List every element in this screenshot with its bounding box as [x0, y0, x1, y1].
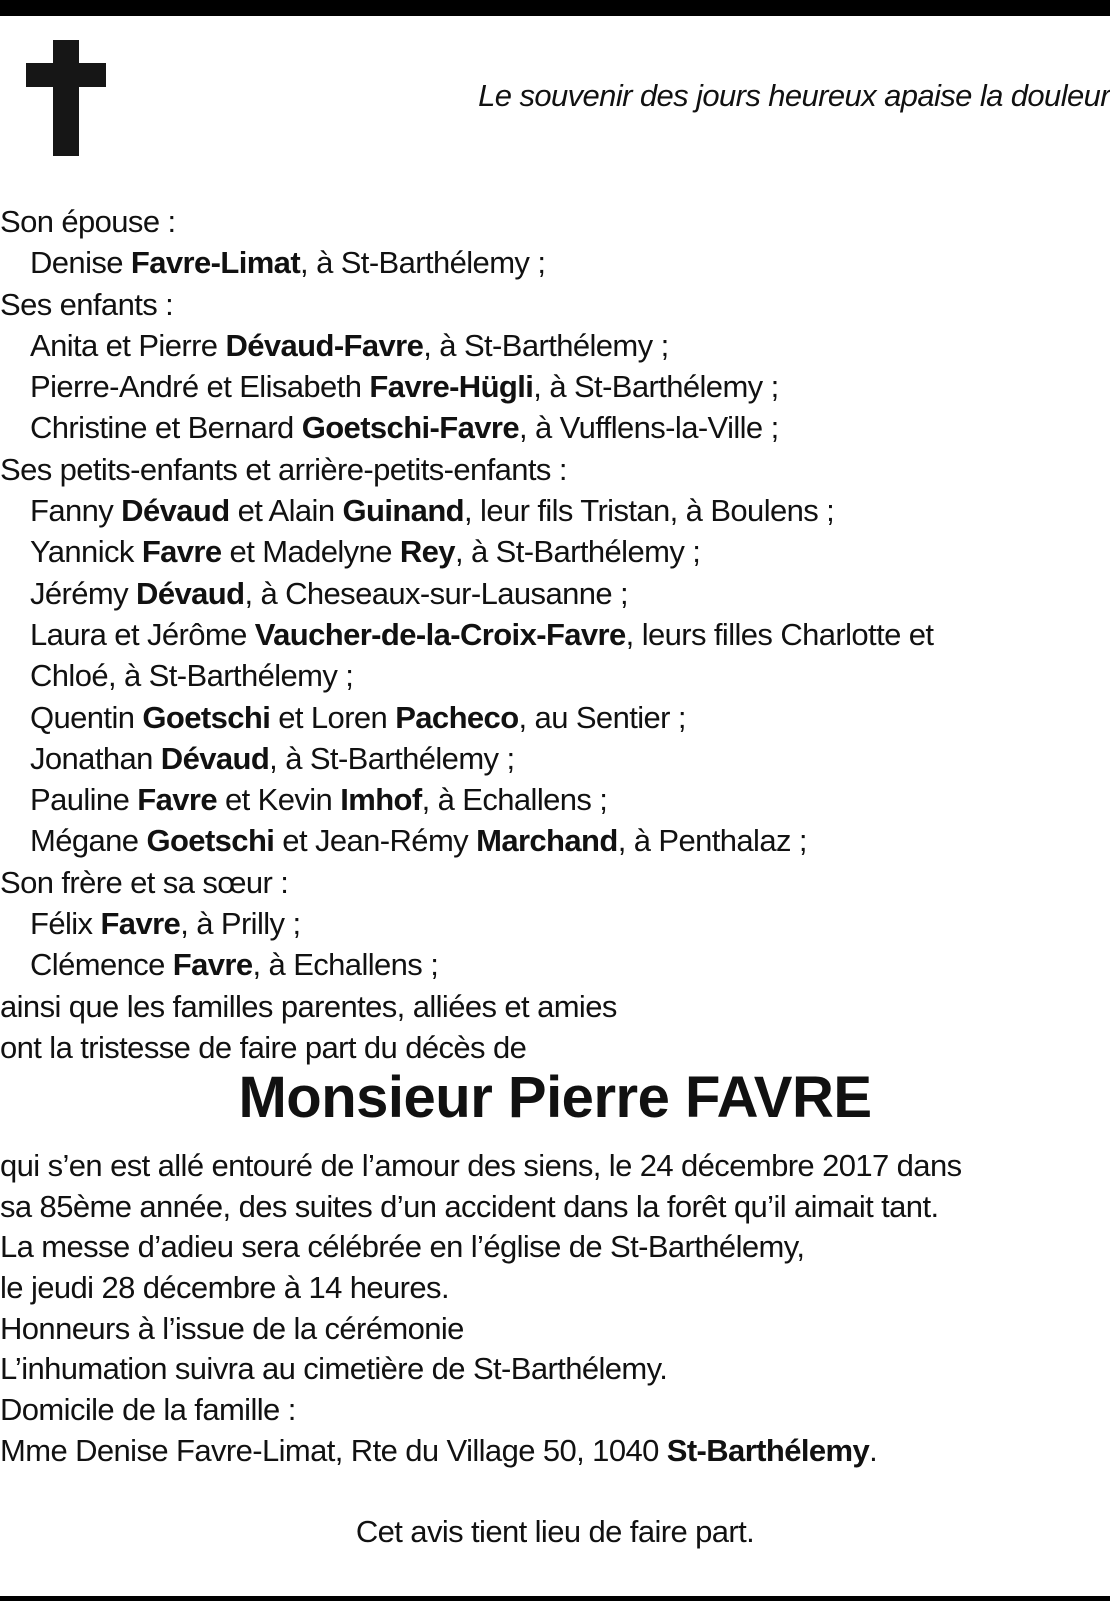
grandchild-entry: Quentin Goetschi et Loren Pacheco, au Sentier ; — [30, 699, 686, 735]
child-entry: Pierre-André et Elisabeth Favre-Hügli, à St-Barthélemy ; — [30, 369, 779, 405]
family-address: Mme Denise Favre-Limat, Rte du Village 50, 1040 St-Barthélemy. — [0, 1432, 878, 1468]
family-list — [0, 201, 1110, 1068]
children-heading: Ses enfants : — [0, 286, 174, 322]
funeral-details — [0, 1146, 1110, 1472]
bottom-rule — [0, 1596, 1110, 1601]
deceased-name: Monsieur Pierre FAVRE — [238, 1065, 872, 1130]
closing-note: Cet avis tient lieu de faire part. — [355, 1514, 755, 1549]
child-entry: Anita et Pierre Dévaud-Favre, à St-Barthélemy ; — [30, 327, 669, 363]
siblings-heading: Son frère et sa sœur : — [0, 864, 289, 900]
grandchildren-heading: Ses petits-enfants et arrière-petits-enfants : — [0, 451, 567, 487]
spouse-entry: Denise Favre-Limat, à St-Barthélemy ; — [30, 245, 546, 281]
details-line: La messe d’adieu sera célébrée en l’église de St-Barthélemy, — [0, 1229, 805, 1265]
grandchild-entry: Laura et Jérôme Vaucher-de-la-Croix-Favre, leurs filles Charlotte et — [30, 616, 934, 652]
grandchild-entry: Fanny Dévaud et Alain Guinand, leur fils Tristan, à Boulens ; — [30, 493, 835, 529]
top-rule — [0, 0, 1110, 16]
grandchild-entry: Pauline Favre et Kevin Imhof, à Echallens ; — [30, 782, 608, 818]
child-entry: Christine et Bernard Goetschi-Favre, à Vufflens-la-Ville ; — [30, 410, 779, 446]
grandchild-entry-continuation: Chloé, à St-Barthélemy ; — [30, 658, 354, 694]
motto: Le souvenir des jours heureux apaise la douleur — [478, 78, 1110, 113]
relatives-line: ainsi que les familles parentes, alliées et amies — [0, 988, 617, 1024]
details-line: Domicile de la famille : — [0, 1392, 296, 1428]
grandchild-entry: Jonathan Dévaud, à St-Barthélemy ; — [30, 740, 515, 776]
details-line: L’inhumation suivra au cimetière de St-Barthélemy. — [0, 1351, 668, 1387]
details-line: sa 85ème année, des suites d’un accident dans la forêt qu’il aimait tant. — [0, 1188, 939, 1224]
grandchild-entry: Yannick Favre et Madelyne Rey, à St-Barthélemy ; — [30, 534, 701, 570]
grandchild-entry: Jérémy Dévaud, à Cheseaux-sur-Lausanne ; — [30, 575, 629, 611]
announce-line: ont la tristesse de faire part du décès de — [0, 1029, 527, 1065]
cross-icon — [26, 40, 106, 156]
details-line: qui s’en est allé entouré de l’amour des siens, le 24 décembre 2017 dans — [0, 1148, 962, 1183]
details-line: Honneurs à l’issue de la cérémonie — [0, 1310, 464, 1346]
details-line: le jeudi 28 décembre à 14 heures. — [0, 1270, 449, 1306]
spouse-heading: Son épouse : — [0, 204, 176, 239]
sibling-entry: Clémence Favre, à Echallens ; — [30, 947, 439, 983]
grandchild-entry: Mégane Goetschi et Jean-Rémy Marchand, à Penthalaz ; — [30, 823, 807, 859]
sibling-entry: Félix Favre, à Prilly ; — [30, 906, 301, 942]
